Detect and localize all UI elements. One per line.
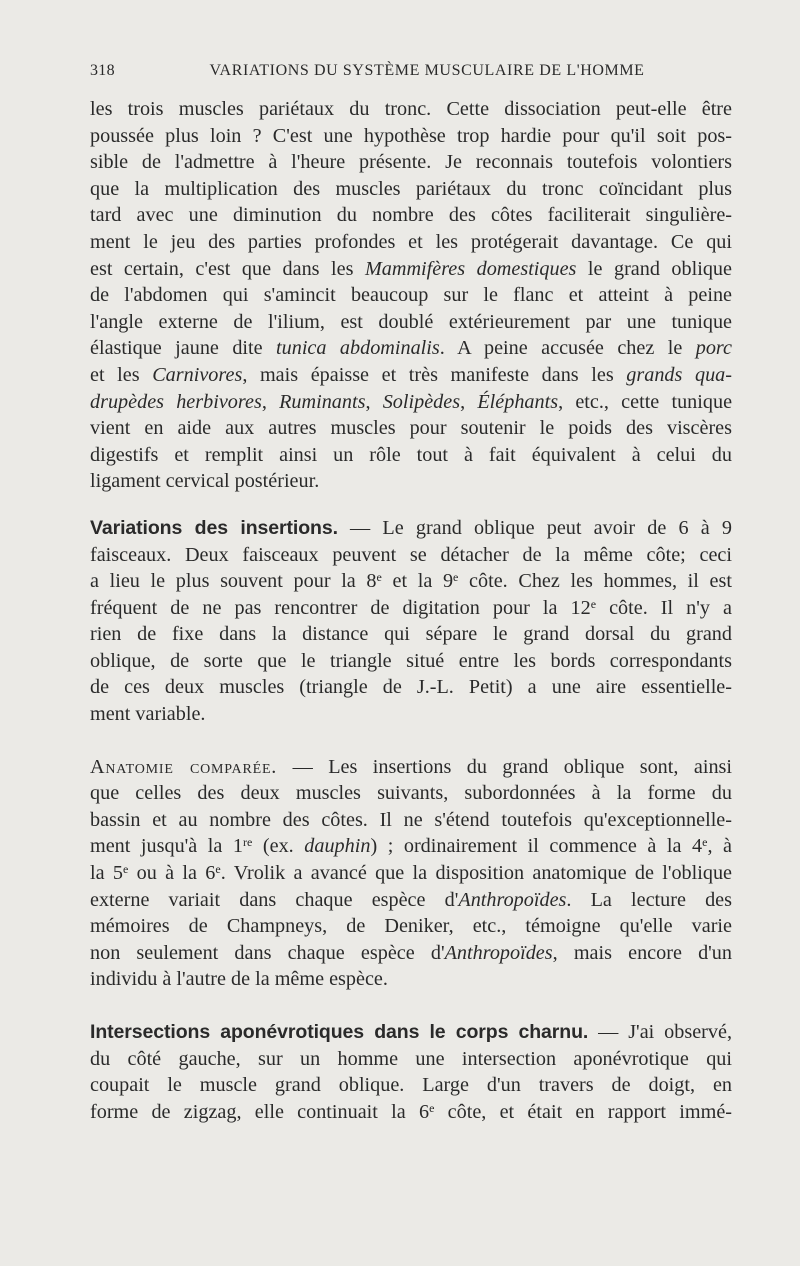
section-anatomie-comparee [90,754,732,993]
text-line: coupait le muscle grand oblique. Large d'un travers de doigt, en [90,1074,732,1097]
text-line: oblique, de sorte que le triangle situé entre les bords correspondants [90,649,732,672]
text-line: fréquent de ne pas rencontrer de digitation pour la 12e côte. Il n'y a [90,596,732,619]
text-line: l'angle externe de l'ilium, est doublé extérieurement par une tunique [90,310,732,333]
text-line: élastique jaune dite tunica abdominalis. A peine accusée chez le porc [90,337,732,360]
text-line: sible de l'admettre à l'heure présente. Je reconnais toutefois volontiers [90,151,732,174]
text-line: les trois muscles pariétaux du tronc. Cette dissociation peut-elle être [90,98,732,120]
section-heading: Variations des insertions. [90,516,338,539]
text-line: vient en aide aux autres muscles pour soutenir le poids des viscères [90,417,732,440]
page-number: 318 [90,62,115,79]
text-line: de ces deux muscles (triangle de J.-L. Petit) a une aire essentielle- [90,676,732,699]
text-line: du côté gauche, sur un homme une intersection aponévrotique qui [90,1047,732,1070]
text-line: ment variable. [90,703,206,726]
text-line: la 5e ou à la 6e. Vrolik a avancé que la disposition anatomique de l'oblique [90,862,733,885]
text-line: non seulement dans chaque espèce d'Anthropoïdes, mais encore d'un [90,941,732,964]
text-line: mémoires de Champneys, de Deniker, etc., témoigne qu'elle varie [90,915,732,938]
paragraph-tunica [90,96,732,495]
text-line: Intersections aponévrotiques dans le corps charnu. — J'ai observé, [90,1021,732,1043]
text-line: drupèdes herbivores, Ruminants, Solipèdes, Éléphants, etc., cette tunique [90,390,733,413]
text-line: bassin et au nombre des côtes. Il ne s'étend toutefois qu'exceptionnelle- [90,808,732,831]
text-line: ligament cervical postérieur. [90,470,320,493]
text-line: rien de fixe dans la distance qui sépare le grand dorsal du grand [90,623,732,646]
section-variations-insertions [90,515,732,728]
running-header [90,62,732,88]
text-line: que la multiplication des muscles pariétaux du tronc coïncidant plus [90,177,732,200]
text-line: Variations des insertions. — Le grand oblique peut avoir de 6 à 9 [90,516,732,539]
text-line: digestifs et remplit ainsi un rôle tout à fait équivalent à celui du [90,443,732,466]
text-line: faisceaux. Deux faisceaux peuvent se détacher de la même côte; ceci [90,543,732,566]
text-line: ment jusqu'à la 1re (ex. dauphin) ; ordinairement il commence à la 4e, à [90,835,732,858]
section-heading: Anatomie comparée. [90,755,278,778]
text-line: que celles des deux muscles suivants, subordonnées à la forme du [90,782,732,805]
text-line: individu à l'autre de la même espèce. [90,968,388,991]
text-line: poussée plus loin ? C'est une hypothèse trop hardie pour qu'il soit pos- [90,124,732,147]
text-line: ment le jeu des parties profondes et les protégerait davantage. Ce qui [90,230,732,253]
text-line: forme de zigzag, elle continuait la 6e côte, et était en rapport immé- [90,1100,732,1123]
section-intersections [90,1019,732,1125]
text-line: Anatomie comparée. — Les insertions du grand oblique sont, ainsi [90,755,732,778]
text-line: a lieu le plus souvent pour la 8e et la 9e côte. Chez les hommes, il est [90,570,732,593]
text-line: et les Carnivores, mais épaisse et très manifeste dans les grands qua- [90,363,732,386]
section-heading: Intersections aponévrotiques dans le corps charnu. [90,1021,589,1043]
text-line: tard avec une diminution du nombre des côtes faciliterait singulière- [90,204,732,227]
text-line: de l'abdomen qui s'amincit beaucoup sur le flanc et atteint à peine [90,284,732,307]
text-line: externe variait dans chaque espèce d'Anthropoïdes. La lecture des [90,888,732,911]
running-title: VARIATIONS DU SYSTÈME MUSCULAIRE DE L'HOMME [209,62,645,79]
text-line: est certain, c'est que dans les Mammifères domestiques le grand oblique [90,257,732,280]
book-page [90,62,732,1125]
